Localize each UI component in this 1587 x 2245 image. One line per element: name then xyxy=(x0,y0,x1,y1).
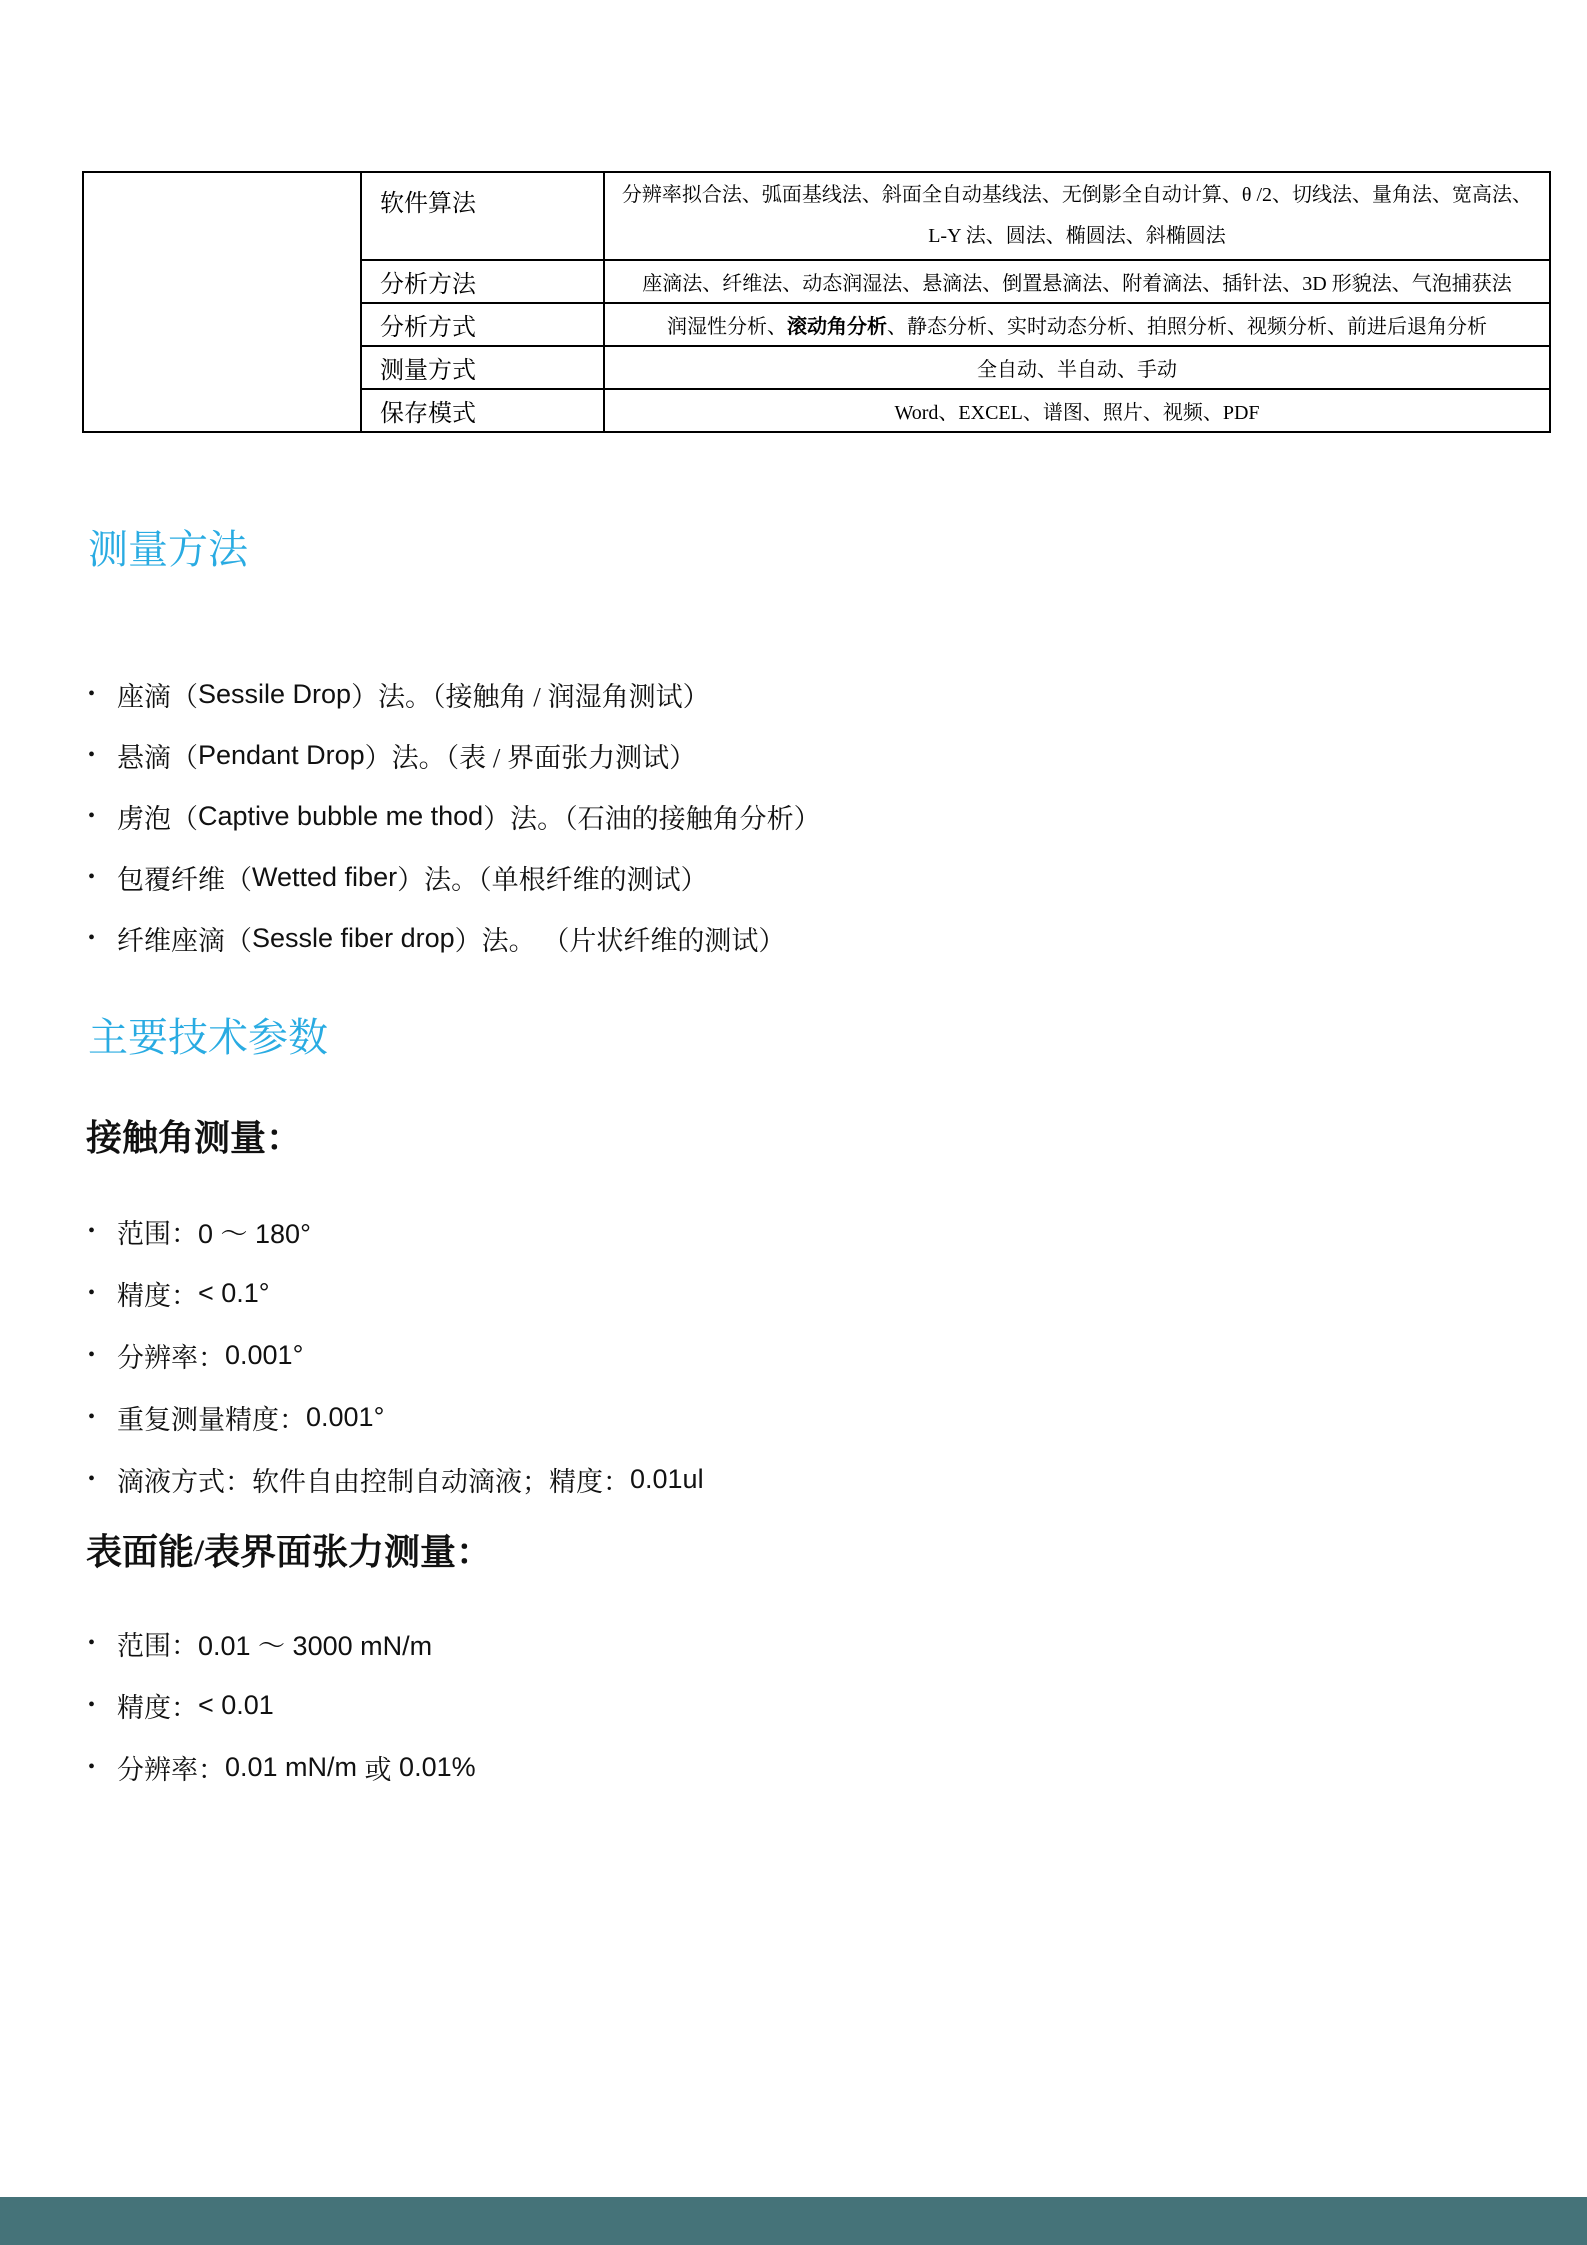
list-item xyxy=(88,1386,704,1448)
bullet-icon: • xyxy=(88,805,96,827)
item-text-zh: 座滴（ xyxy=(117,682,198,712)
row-value: 全自动、半自动、手动 xyxy=(604,346,1550,389)
bullet-icon: • xyxy=(88,1693,96,1716)
param-label: 重复测量精度： xyxy=(117,1404,306,1435)
contact-angle-params-list xyxy=(88,1200,704,1510)
param-value: 0.01 mN/m xyxy=(225,1751,365,1782)
value-line-1: 分辨率拟合法、弧面基线法、斜面全自动基线法、无倒影全自动计算、θ /2、切线法、量角法、宽高法、 xyxy=(621,184,1533,206)
list-item xyxy=(88,847,821,908)
item-text-zh: 纤维座滴（ xyxy=(117,926,252,956)
bullet-icon: • xyxy=(88,1281,96,1304)
param-value: 0.001° xyxy=(306,1401,385,1432)
footer-bar xyxy=(0,2197,1587,2245)
item-text-latin: Sessile Drop xyxy=(198,679,352,709)
section-title-tech-params: 主要技术参数 xyxy=(88,1015,328,1060)
subsection-title-contact-angle: 接触角测量： xyxy=(86,1118,303,1158)
item-text-zh: ）法。（接触角 / 润湿角测试） xyxy=(351,682,710,712)
row-value xyxy=(604,172,1550,260)
bullet-icon: • xyxy=(88,1219,96,1242)
row-label: 软件算法 xyxy=(361,172,604,260)
surface-tension-params-list xyxy=(88,1612,476,1798)
bullet-icon: • xyxy=(88,1631,96,1654)
bullet-icon: • xyxy=(88,1467,96,1490)
list-item xyxy=(88,908,821,969)
param-label: 精度： xyxy=(117,1692,198,1723)
bullet-icon: • xyxy=(88,1343,96,1366)
item-text-latin: Pendant Drop xyxy=(198,740,365,770)
item-text-zh: ）法。（单根纤维的测试） xyxy=(397,865,708,895)
bullet-icon: • xyxy=(88,866,96,888)
row-value xyxy=(604,303,1550,346)
list-item xyxy=(88,1674,476,1736)
bullet-icon: • xyxy=(88,1405,96,1428)
list-item xyxy=(88,786,821,847)
value-text: 、静态分析、实时动态分析、拍照分析、视频分析、前进后退角分析 xyxy=(887,316,1487,338)
param-value: 0.001° xyxy=(225,1339,304,1370)
value-text-bold: 滚动角分析 xyxy=(787,316,887,338)
list-item xyxy=(88,1262,704,1324)
param-value: 0.01 ～ 3000 mN/m xyxy=(198,1630,433,1661)
list-item xyxy=(88,1324,704,1386)
param-value: 0.01ul xyxy=(630,1463,704,1494)
param-value: < 0.01 xyxy=(198,1689,274,1720)
param-label: 或 xyxy=(364,1754,392,1785)
bullet-icon: • xyxy=(88,927,96,949)
section-title-measure-methods: 测量方法 xyxy=(88,527,248,572)
item-text-zh: 虏泡（ xyxy=(117,804,198,834)
list-item xyxy=(88,664,821,725)
merged-empty-cell xyxy=(83,172,361,432)
row-value: 座滴法、纤维法、动态润湿法、悬滴法、倒置悬滴法、附着滴法、插针法、3D 形貌法、气泡捕获法 xyxy=(604,260,1550,303)
item-text-zh: ）法。（表 / 界面张力测试） xyxy=(364,743,697,773)
bullet-icon: • xyxy=(88,683,96,705)
value-line-2: L-Y 法、圆法、椭圆法、斜椭圆法 xyxy=(928,225,1226,247)
spec-table xyxy=(82,171,1551,433)
param-value: 0 ～ 180° xyxy=(198,1218,311,1249)
param-label: 滴液方式：软件自由控制自动滴液；精度： xyxy=(117,1466,630,1497)
list-item xyxy=(88,1736,476,1798)
row-label: 测量方式 xyxy=(361,346,604,389)
row-label: 保存模式 xyxy=(361,389,604,432)
table-row xyxy=(83,172,1550,260)
subsection-title-surface-tension: 表面能/表界面张力测量： xyxy=(86,1532,493,1572)
param-label: 范围： xyxy=(117,1630,198,1661)
item-text-zh: 包覆纤维（ xyxy=(117,865,252,895)
list-item xyxy=(88,1448,704,1510)
row-value: Word、EXCEL、谱图、照片、视频、PDF xyxy=(604,389,1550,432)
item-text-zh: 悬滴（ xyxy=(117,743,198,773)
value-text: 润湿性分析、 xyxy=(667,316,787,338)
measure-methods-list xyxy=(88,664,821,969)
list-item xyxy=(88,1200,704,1262)
row-label: 分析方式 xyxy=(361,303,604,346)
item-text-latin: Captive bubble me thod xyxy=(198,801,484,831)
list-item xyxy=(88,725,821,786)
param-label: 精度： xyxy=(117,1280,198,1311)
item-text-latin: Wetted fiber xyxy=(252,862,398,892)
param-label: 分辨率： xyxy=(117,1342,225,1373)
param-label: 范围： xyxy=(117,1218,198,1249)
row-label: 分析方法 xyxy=(361,260,604,303)
bullet-icon: • xyxy=(88,744,96,766)
param-value: < 0.1° xyxy=(198,1277,270,1308)
item-text-zh: ）法。（石油的接触角分析） xyxy=(483,804,821,834)
bullet-icon: • xyxy=(88,1755,96,1778)
list-item xyxy=(88,1612,476,1674)
item-text-latin: Sessle fiber drop xyxy=(252,923,455,953)
item-text-zh: ）法。 （片状纤维的测试） xyxy=(454,926,786,956)
param-value: 0.01% xyxy=(391,1751,476,1782)
param-label: 分辨率： xyxy=(117,1754,225,1785)
